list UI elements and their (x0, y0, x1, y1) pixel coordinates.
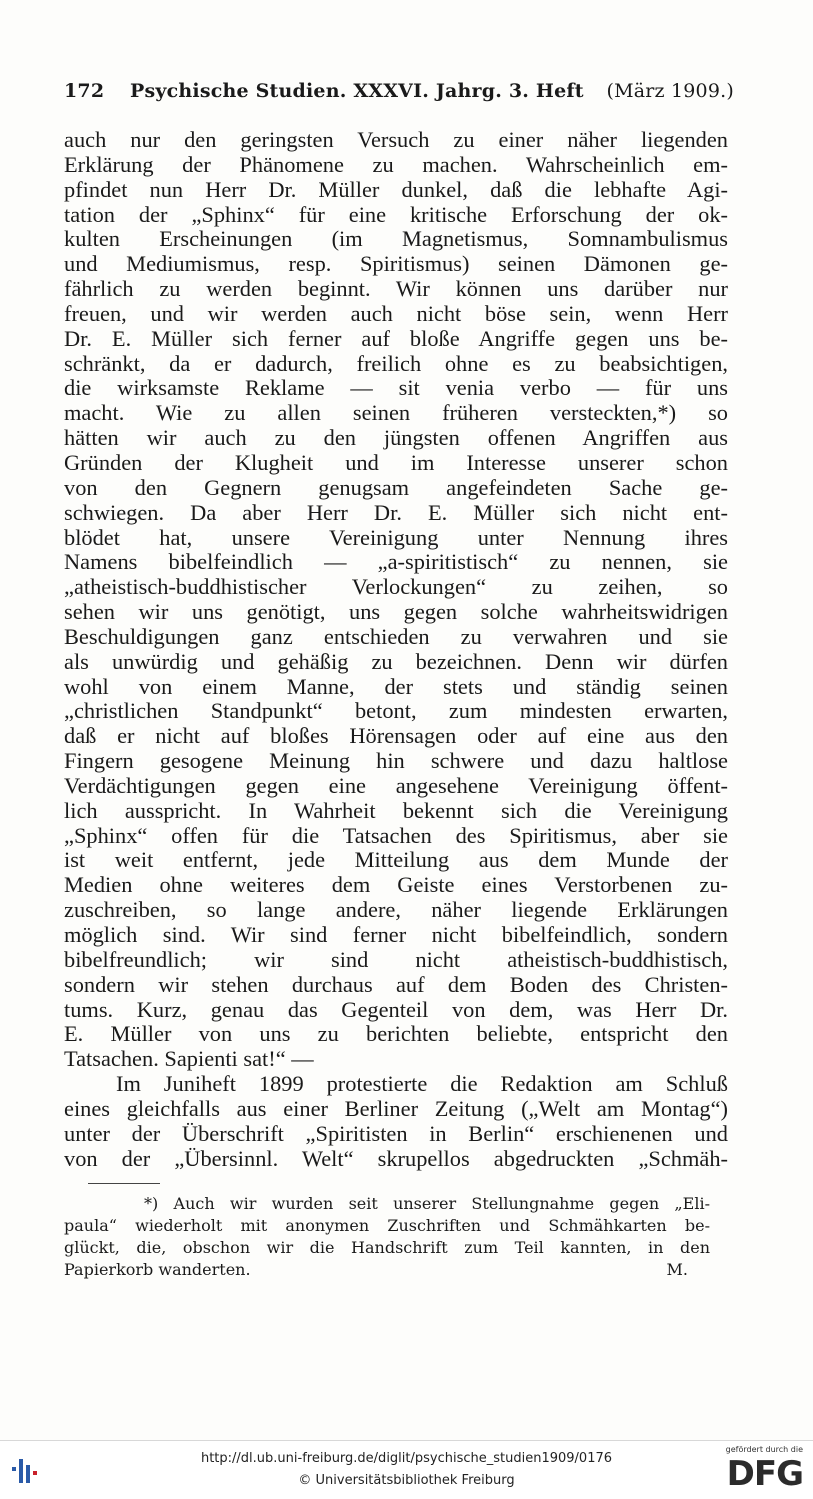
text-line: tation der „Sphinx“ für eine kritische Erforschung der ok- (64, 202, 728, 227)
text-line: bibelfreundlich; wir sind nicht atheistisch-buddhistisch, (64, 947, 728, 972)
text-line: E. Müller von uns zu berichten beliebte, entspricht den (64, 1022, 728, 1047)
text-line: von den Gegnern genugsam angefeindeten Sache ge- (64, 475, 728, 500)
text-line: daß er nicht auf bloßes Hörensagen oder auf eine aus den (64, 724, 728, 749)
footnote-signature: M. (666, 1260, 688, 1279)
running-header (64, 80, 734, 110)
text-line: schränkt, da er dadurch, freilich ohne es zu beabsichtigen, (64, 351, 728, 376)
text-line: wohl von einem Manne, der stets und ständig seinen (64, 674, 728, 699)
text-line: „atheistisch-buddhistischer Verlockungen“ zu zeihen, so (64, 575, 728, 600)
text-line: von der „Übersinnl. Welt“ skrupellos abgedruckten „Schmäh- (64, 1146, 728, 1171)
issue-date: (März 1909.) (606, 80, 734, 102)
copyright-notice: © Universitätsbibliothek Freiburg (298, 1473, 515, 1488)
text-line: tums. Kurz, genau das Gegenteil von dem, was Herr Dr. (64, 997, 728, 1022)
footnote-line: paula“ wiederholt mit anonymen Zuschriften und Schmähkarten be- (64, 1216, 710, 1235)
text-line: Namens bibelfeindlich — „a-spiritistisch“ zu nennen, sie (64, 550, 728, 575)
footnote (64, 1193, 710, 1281)
text-line: Medien ohne weiteres dem Geiste eines Verstorbenen zu- (64, 873, 728, 898)
viewer-footer (0, 1440, 813, 1499)
footnote-line (64, 1259, 710, 1281)
footnote-line: glückt, die, obschon wir die Handschrift zum Teil kannten, in den (64, 1238, 710, 1257)
text-line: blödet hat, unsere Vereinigung unter Nennung ihres (64, 525, 728, 550)
text-line: Gründen der Klugheit und im Interesse unserer schon (64, 450, 728, 475)
text-line: als unwürdig und gehäßig zu bezeichnen. Denn wir dürfen (64, 649, 728, 674)
text-line: Dr. E. Müller sich ferner auf bloße Angriffe gegen uns be- (64, 326, 728, 351)
text-line: und Mediumismus, resp. Spiritismus) seinen Dämonen ge- (64, 252, 728, 277)
dfg-logo: DFG (726, 1454, 803, 1494)
text-line: „Sphinx“ offen für die Tatsachen des Spiritismus, aber sie (64, 823, 728, 848)
text-line: sondern wir stehen durchaus auf dem Boden des Christen- (64, 972, 728, 997)
text-line: unter der Überschrift „Spiritisten in Berlin“ erschienenen und (64, 1121, 728, 1146)
text-line: ist weit entfernt, jede Mitteilung aus dem Munde der (64, 848, 728, 873)
funding-caption: gefördert durch die (725, 1445, 803, 1454)
text-line: lich ausspricht. In Wahrheit bekennt sich die Vereinigung (64, 798, 728, 823)
text-line: Erklärung der Phänomene zu machen. Wahrscheinlich em- (64, 152, 728, 177)
page-number: 172 (64, 80, 105, 102)
text-line: zuschreiben, so lange andere, näher liegende Erklärungen (64, 898, 728, 923)
text-line: Verdächtigungen gegen eine angesehene Vereinigung öffent- (64, 773, 728, 798)
text-line: hätten wir auch zu den jüngsten offenen Angriffen aus (64, 426, 728, 451)
text-line: macht. Wie zu allen seinen früheren versteckten,*) so (64, 401, 728, 426)
text-line: Tatsachen. Sapienti sat!“ — (64, 1047, 314, 1072)
text-line: „christlichen Standpunkt“ betont, zum mindesten erwarten, (64, 699, 728, 724)
text-line: freuen, und wir werden auch nicht böse sein, wenn Herr (64, 301, 728, 326)
footnote-text: Papierkorb wanderten. (64, 1260, 251, 1279)
text-line: die wirksamste Reklame — sit venia verbo — für uns (64, 376, 728, 401)
text-line: kulten Erscheinungen (im Magnetismus, Somnambulismus (64, 227, 728, 252)
text-line: Im Juniheft 1899 protestierte die Redaktion am Schluß (116, 1072, 728, 1097)
journal-title: Psychische Studien. XXXVI. Jahrg. 3. Heft (130, 80, 584, 102)
text-line: fährlich zu werden beginnt. Wir können uns darüber nur (64, 277, 728, 302)
text-line: sehen wir uns genötigt, uns gegen solche wahrheitswidrigen (64, 600, 728, 625)
footnote-separator (88, 1183, 160, 1184)
text-line: auch nur den geringsten Versuch zu einer näher liegenden (64, 128, 728, 152)
footnote-line: *) Auch wir wurden seit unserer Stellungnahme gegen „Eli- (144, 1194, 710, 1213)
text-line: schwiegen. Da aber Herr Dr. E. Müller sich nicht ent- (64, 500, 728, 525)
text-line: Beschuldigungen ganz entschieden zu verwahren und sie (64, 624, 728, 649)
main-text (64, 128, 728, 1171)
source-url-link[interactable]: http://dl.ub.uni-freiburg.de/diglit/psychische_studien1909/0176 (200, 1451, 613, 1466)
text-line: eines gleichfalls aus einer Berliner Zeitung („Welt am Montag“) (64, 1096, 728, 1121)
text-line: Fingern gesogene Meinung hin schwere und dazu haltlose (64, 749, 728, 774)
text-line: pfindet nun Herr Dr. Müller dunkel, daß die lebhafte Agi- (64, 177, 728, 202)
text-line: möglich sind. Wir sind ferner nicht bibelfeindlich, sondern (64, 923, 728, 947)
